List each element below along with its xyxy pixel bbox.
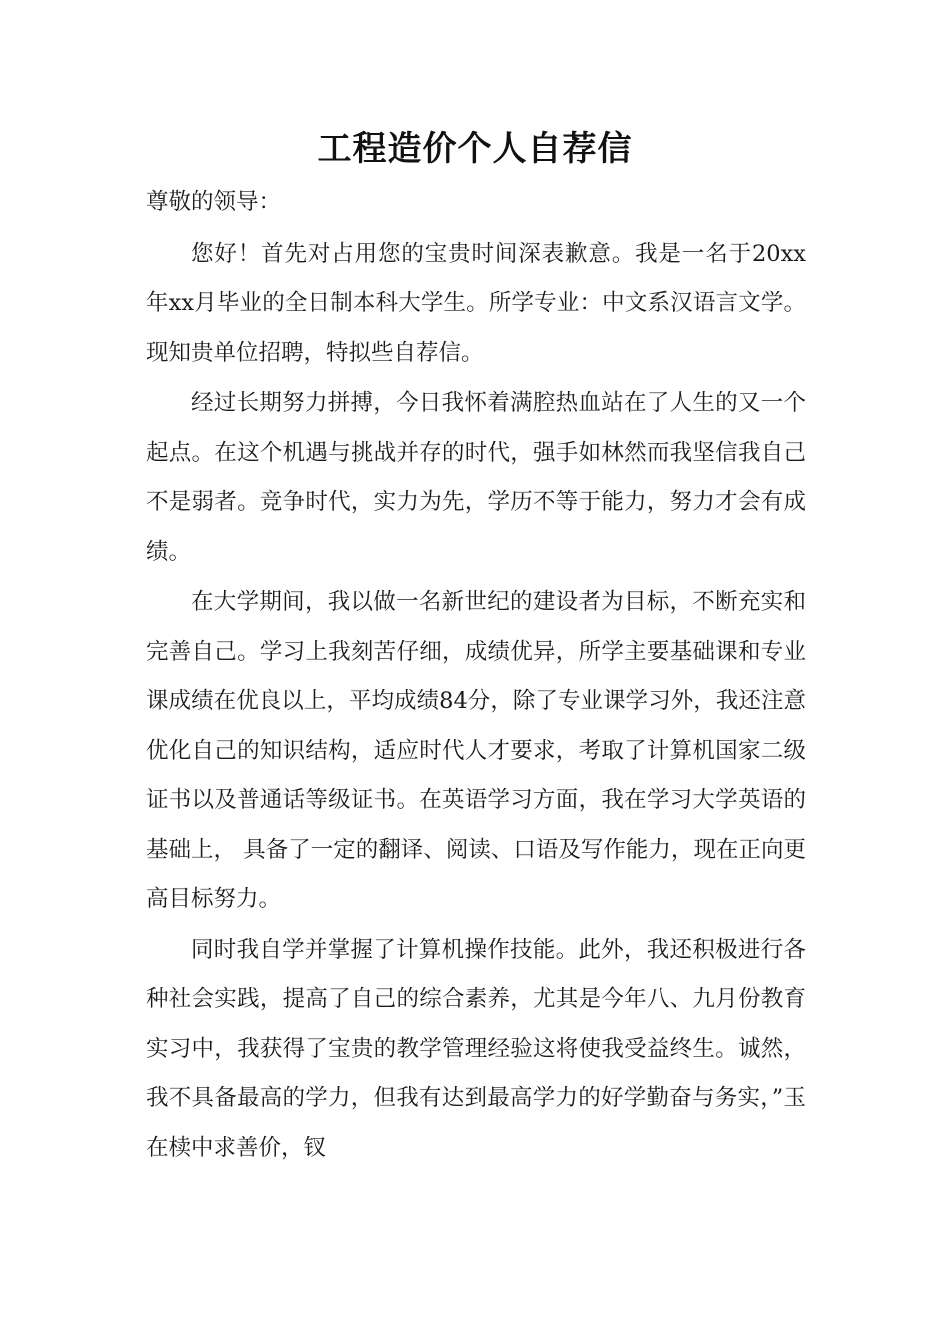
paragraph-greeting: 您好！首先对占用您的宝贵时间深表歉意。我是一名于20xx年xx月毕业的全日制本科大学生。所学专业：中文系汉语言文学。 现知贵单位招聘，特拟些自荐信。	[146, 240, 806, 366]
salutation: 尊敬的领导：	[146, 189, 282, 215]
paragraph-skills: 同时我自学并掌握了计算机操作技能。此外，我还积极进行各种社会实践，提高了自己的综合素养，尤其是今年八、九月份教育实习中，我获得了宝贵的教学管理经验这将使我受益终生。诚然，我不具备最高的学力，但我有达到最高学力的好学勤奋与务实，”玉在椟中求善价，钗	[146, 936, 806, 1161]
letter-body	[146, 178, 806, 1174]
paragraph-motivation: 经过长期努力拼搏，今日我怀着满腔热血站在了人生的又一个起点。在这个机遇与挑战并存的时代，强手如林然而我坚信我自己不是弱者。竞争时代，实力为先，学历不等于能力，努力才会有成绩。	[146, 390, 806, 565]
paragraph-education: 在大学期间，我以做一名新世纪的建设者为目标，不断充实和完善自己。学习上我刻苦仔细，成绩优异，所学主要基础课和专业课成绩在优良以上，平均成绩84分，除了专业课学习外，我还注意优化自己的知识结构，适应时代人才要求，考取了计算机国家二级证书以及普通话等级证书。在英语学习方面，我在学习大学英语的基础上， 具备了一定的翻译、阅读、口语及写作能力，现在正向更高目标努力。	[146, 589, 806, 912]
document-title: 工程造价个人自荐信	[317, 129, 633, 169]
